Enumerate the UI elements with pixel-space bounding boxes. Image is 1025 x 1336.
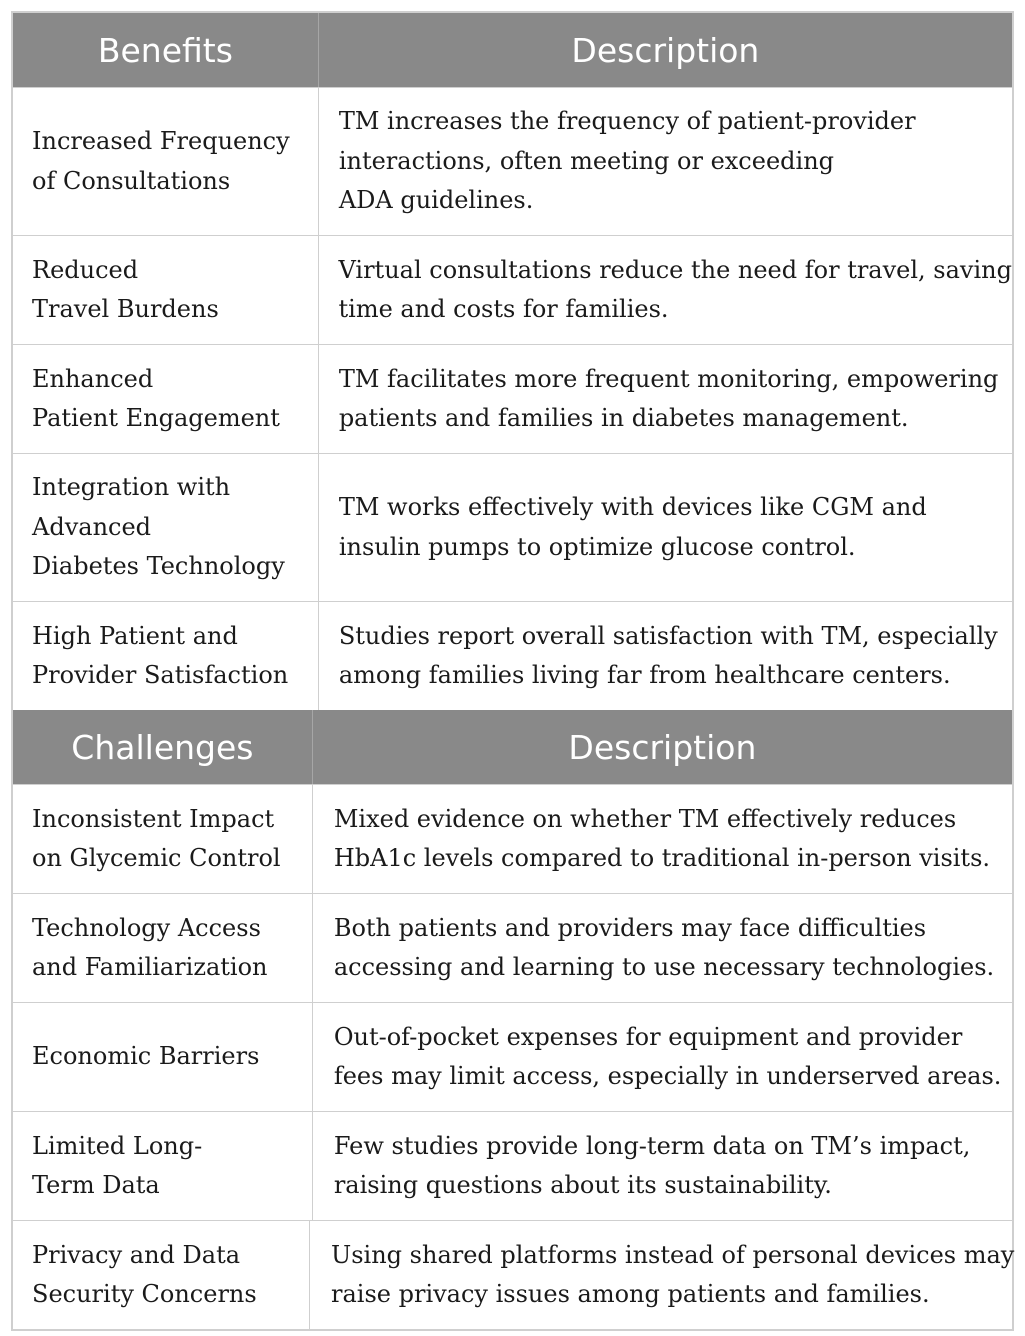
table-row [13,784,1012,893]
benefit-name [13,236,318,344]
cell-line: TM facilitates more frequent monitoring, empowering [338,364,999,393]
table-row [13,87,1012,235]
cell-line: raising questions about its sustainability. [333,1171,832,1199]
benefits-description-header: Description [318,13,1012,87]
cell-line: Provider Satisfaction [32,661,289,689]
benefit-description [318,602,1012,710]
cell-line: Security Concerns [32,1280,257,1308]
cell-line: among families living far from healthcare centers. [338,661,951,689]
benefit-name [13,454,318,601]
cell-line: Economic Barriers [32,1042,260,1071]
cell-line: Term Data [32,1171,160,1199]
cell-line: Technology Access [32,913,261,942]
table-row [13,601,1012,710]
cell-line: interactions, often meeting or exceeding [338,146,835,175]
table-row [13,1220,1015,1329]
benefits-challenges-table [11,11,1014,1331]
cell-line: Privacy and Data [32,1240,241,1269]
cell-line: patients and families in diabetes management. [338,404,909,432]
benefit-description [318,345,1012,453]
cell-line: Travel Burdens [32,295,219,323]
benefits-header-row [13,13,1012,87]
cell-line: insulin pumps to optimize glucose control. [338,532,856,561]
cell-line: Studies report overall satisfaction with TM, especially [338,621,998,650]
challenge-description [312,785,1012,893]
cell-line: Enhanced [32,364,154,393]
cell-line: accessing and learning to use necessary technologies. [333,953,995,981]
cell-line: TM increases the frequency of patient-provider [338,107,916,136]
challenge-description [312,894,1012,1002]
benefit-name [13,88,318,235]
challenge-name [13,1003,312,1111]
cell-line: Limited Long- [32,1131,203,1160]
challenges-section [11,710,1014,1331]
challenge-description [309,1221,1015,1329]
cell-line: Inconsistent Impact [32,804,275,833]
challenges-header-row [13,710,1012,784]
challenge-name [13,1221,309,1329]
cell-line: of Consultations [32,166,231,195]
cell-line: and Familiarization [32,953,268,981]
cell-line: Using shared platforms instead of personal devices may [331,1240,1015,1269]
benefits-section [11,11,1014,710]
cell-line: Reduced [32,255,139,284]
challenge-name [13,785,312,893]
benefit-description [318,454,1012,601]
cell-line: Integration with [32,473,231,502]
table-row [13,1002,1012,1111]
cell-line: High Patient and [32,621,238,650]
table-row [13,453,1012,601]
cell-line: Patient Engagement [32,404,280,432]
challenges-header: Challenges [71,727,254,767]
benefit-name [13,345,318,453]
cell-line: fees may limit access, especially in underserved areas. [333,1062,1002,1090]
cell-line: Diabetes Technology [32,552,285,581]
cell-line: raise privacy issues among patients and families. [331,1280,930,1308]
table-row [13,235,1012,344]
challenges-description-header: Description [312,710,1012,784]
benefits-header: Benefits [97,30,233,70]
benefit-description [318,88,1012,235]
cell-line: Few studies provide long-term data on TM’s impact, [333,1131,971,1160]
challenge-description [312,1003,1012,1111]
table-row [13,344,1012,453]
cell-line: HbA1c levels compared to traditional in-person visits. [333,844,991,872]
challenge-name [13,894,312,1002]
cell-line: Out-of-pocket expenses for equipment and provider [333,1022,963,1051]
benefit-name [13,602,318,710]
cell-line: Both patients and providers may face difficulties [333,913,927,942]
cell-line: TM works effectively with devices like CGM and [338,493,927,521]
cell-line: on Glycemic Control [32,844,281,872]
benefit-description [318,236,1013,344]
table-row [13,1111,1012,1220]
cell-line: Mixed evidence on whether TM effectively reduces [333,804,957,833]
challenge-name [13,1112,312,1220]
cell-line: Increased Frequency [32,127,290,155]
table-row [13,893,1012,1002]
challenge-description [312,1112,1012,1220]
cell-line: ADA guidelines. [338,186,534,215]
cell-line: Virtual consultations reduce the need for travel, saving [338,255,1012,284]
cell-line: time and costs for families. [338,295,669,323]
cell-line: Advanced [32,512,152,541]
